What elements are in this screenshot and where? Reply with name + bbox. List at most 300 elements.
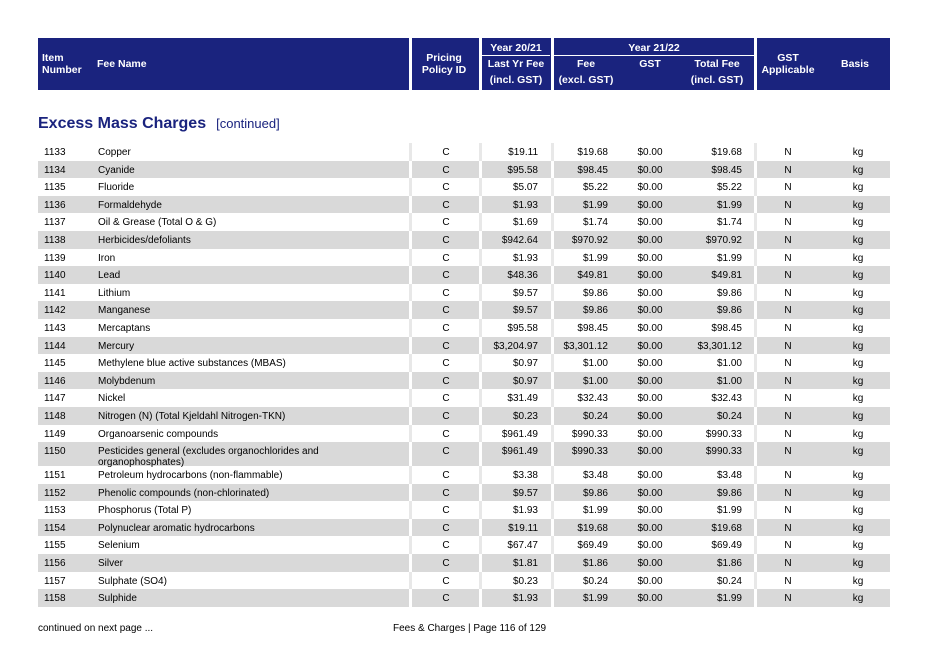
last-yr-fee-cell: $67.47 xyxy=(507,540,538,552)
column-separator xyxy=(754,372,757,390)
pricing-policy-cell: C xyxy=(442,522,450,534)
pricing-policy-cell: C xyxy=(442,305,450,317)
pricing-policy-cell: C xyxy=(442,252,450,264)
column-separator xyxy=(479,266,482,284)
column-separator xyxy=(409,589,412,607)
fee-cell: $32.43 xyxy=(577,393,608,405)
table-row xyxy=(38,501,890,519)
gst-cell: $0.00 xyxy=(637,287,663,299)
fee-cell: $1.86 xyxy=(582,558,608,570)
last-yr-fee-cell: $1.93 xyxy=(512,505,538,517)
last-yr-fee-cell: $5.07 xyxy=(512,182,538,194)
basis-cell: kg xyxy=(852,252,864,264)
column-separator xyxy=(479,196,482,214)
column-separator xyxy=(479,372,482,390)
basis-cell: kg xyxy=(852,393,864,405)
basis-cell: kg xyxy=(852,375,864,387)
total-fee-cell: $990.33 xyxy=(705,446,742,458)
gst-cell: $0.00 xyxy=(637,358,663,370)
column-separator xyxy=(409,372,412,390)
header-last-yr-fee: Last Yr Fee xyxy=(487,58,545,70)
item-number-cell: 1151 xyxy=(44,470,66,482)
total-fee-cell: $990.33 xyxy=(705,428,742,440)
fee-cell: $1.99 xyxy=(582,505,608,517)
last-yr-fee-cell: $9.57 xyxy=(512,487,538,499)
gst-applicable-cell: N xyxy=(784,505,792,517)
fee-name-cell: Organoarsenic compounds xyxy=(98,428,219,440)
gst-applicable-cell: N xyxy=(784,287,792,299)
fee-name-cell: Nickel xyxy=(98,393,126,405)
basis-cell: kg xyxy=(852,234,864,246)
column-separator xyxy=(551,178,554,196)
total-fee-cell: $9.86 xyxy=(716,305,742,317)
basis-cell: kg xyxy=(852,593,864,605)
fee-name-cell: Oil & Grease (Total O & G) xyxy=(98,217,217,229)
column-separator xyxy=(479,354,482,372)
basis-cell: kg xyxy=(852,164,864,176)
column-separator xyxy=(754,249,757,267)
fee-name-cell: Selenium xyxy=(98,540,140,552)
column-separator xyxy=(551,484,554,502)
gst-cell: $0.00 xyxy=(637,593,663,605)
pricing-policy-cell: C xyxy=(442,575,450,587)
column-separator xyxy=(409,231,412,249)
total-fee-cell: $3,301.12 xyxy=(697,340,742,352)
column-separator xyxy=(409,354,412,372)
table-row xyxy=(38,484,890,502)
fee-cell: $5.22 xyxy=(582,182,608,194)
item-number-cell: 1142 xyxy=(44,305,66,317)
total-fee-cell: $49.81 xyxy=(711,270,742,282)
gst-applicable-cell: N xyxy=(784,182,792,194)
total-fee-cell: $9.86 xyxy=(716,487,742,499)
gst-cell: $0.00 xyxy=(637,393,663,405)
column-separator xyxy=(551,407,554,425)
item-number-cell: 1139 xyxy=(44,252,66,264)
column-separator xyxy=(479,536,482,554)
last-yr-fee-cell: $95.58 xyxy=(507,322,538,334)
column-separator xyxy=(754,519,757,537)
pricing-policy-cell: C xyxy=(442,164,450,176)
table-row xyxy=(38,519,890,537)
fee-name-cell: Lead xyxy=(98,270,121,282)
header-total-fee: Total Fee xyxy=(694,58,740,70)
basis-cell: kg xyxy=(852,270,864,282)
table-row xyxy=(38,161,890,179)
column-separator xyxy=(409,178,412,196)
last-yr-fee-cell: $0.97 xyxy=(512,358,538,370)
section-title xyxy=(38,115,280,133)
column-separator xyxy=(479,319,482,337)
fee-cell: $9.86 xyxy=(582,287,608,299)
total-fee-cell: $1.99 xyxy=(716,199,742,211)
gst-applicable-cell: N xyxy=(784,322,792,334)
column-separator xyxy=(409,501,412,519)
total-fee-cell: $1.86 xyxy=(716,558,742,570)
gst-cell: $0.00 xyxy=(637,522,663,534)
pricing-policy-cell: C xyxy=(442,234,450,246)
header-gst: GST xyxy=(639,58,661,70)
column-separator xyxy=(551,301,554,319)
table-row xyxy=(38,249,890,267)
total-fee-cell: $19.68 xyxy=(711,522,742,534)
gst-cell: $0.00 xyxy=(637,340,663,352)
last-yr-fee-cell: $9.57 xyxy=(512,305,538,317)
last-yr-fee-cell: $19.11 xyxy=(508,522,538,534)
last-yr-fee-cell: $31.49 xyxy=(507,393,538,405)
gst-cell: $0.00 xyxy=(637,322,663,334)
basis-cell: kg xyxy=(852,358,864,370)
column-separator xyxy=(754,178,757,196)
item-number-cell: 1149 xyxy=(44,428,66,440)
pricing-policy-cell: C xyxy=(442,287,450,299)
gst-applicable-cell: N xyxy=(784,270,792,282)
item-number-cell: 1147 xyxy=(44,393,66,405)
gst-applicable-cell: N xyxy=(784,164,792,176)
column-separator xyxy=(479,572,482,590)
item-number-cell: 1141 xyxy=(44,287,66,299)
item-number-cell: 1137 xyxy=(44,217,66,229)
table-row xyxy=(38,178,890,196)
table-row xyxy=(38,425,890,443)
gst-applicable-cell: N xyxy=(784,234,792,246)
table-row xyxy=(38,213,890,231)
column-separator xyxy=(754,301,757,319)
header-incl-gst: (incl. GST) xyxy=(690,74,744,86)
column-separator xyxy=(754,501,757,519)
basis-cell: kg xyxy=(852,522,864,534)
column-separator xyxy=(479,484,482,502)
pricing-policy-cell: C xyxy=(442,446,450,458)
table-row xyxy=(38,407,890,425)
column-separator xyxy=(551,519,554,537)
table-row xyxy=(38,466,890,484)
fee-name-cell: Phosphorus (Total P) xyxy=(98,505,192,517)
column-separator xyxy=(754,319,757,337)
column-separator xyxy=(479,161,482,179)
gst-applicable-cell: N xyxy=(784,522,792,534)
column-separator xyxy=(409,484,412,502)
section-title-text: Excess Mass Charges xyxy=(38,115,207,132)
gst-applicable-cell: N xyxy=(784,393,792,405)
last-yr-fee-cell: $1.69 xyxy=(512,217,538,229)
fee-cell: $19.68 xyxy=(577,522,608,534)
gst-cell: $0.00 xyxy=(637,199,663,211)
column-separator xyxy=(551,425,554,443)
column-separator xyxy=(551,337,554,355)
header-pricing-policy: Pricing Policy ID xyxy=(421,52,467,76)
last-yr-fee-cell: $961.49 xyxy=(501,446,538,458)
gst-applicable-cell: N xyxy=(784,340,792,352)
total-fee-cell: $3.48 xyxy=(716,470,742,482)
basis-cell: kg xyxy=(852,217,864,229)
pricing-policy-cell: C xyxy=(442,393,450,405)
column-separator xyxy=(754,231,757,249)
gst-cell: $0.00 xyxy=(637,270,663,282)
gst-applicable-cell: N xyxy=(784,446,792,458)
column-separator xyxy=(551,231,554,249)
column-separator xyxy=(409,301,412,319)
gst-cell: $0.00 xyxy=(637,182,663,194)
gst-applicable-cell: N xyxy=(784,428,792,440)
column-separator xyxy=(479,178,482,196)
fee-name-cell: Molybdenum xyxy=(98,375,156,387)
total-fee-cell: $32.43 xyxy=(711,393,742,405)
gst-cell: $0.00 xyxy=(637,575,663,587)
basis-cell: kg xyxy=(852,487,864,499)
column-separator xyxy=(551,501,554,519)
column-separator xyxy=(479,519,482,537)
basis-cell: kg xyxy=(852,182,864,194)
fee-name-cell: Herbicides/defoliants xyxy=(98,234,191,246)
column-separator xyxy=(754,407,757,425)
column-separator xyxy=(409,425,412,443)
column-separator xyxy=(551,196,554,214)
fee-name-cell: Polynuclear aromatic hydrocarbons xyxy=(98,522,255,534)
column-separator xyxy=(409,554,412,572)
header-year-prev: Year 20/21 xyxy=(490,42,542,54)
total-fee-cell: $5.22 xyxy=(716,182,742,194)
total-fee-cell: $1.00 xyxy=(716,358,742,370)
gst-applicable-cell: N xyxy=(784,217,792,229)
column-separator xyxy=(551,572,554,590)
gst-applicable-cell: N xyxy=(784,252,792,264)
basis-cell: kg xyxy=(852,322,864,334)
item-number-cell: 1153 xyxy=(44,505,66,517)
item-number-cell: 1152 xyxy=(44,487,66,499)
column-separator xyxy=(479,425,482,443)
pricing-policy-cell: C xyxy=(442,340,450,352)
fee-cell: $9.86 xyxy=(582,305,608,317)
column-separator xyxy=(551,536,554,554)
column-separator xyxy=(754,554,757,572)
total-fee-cell: $1.74 xyxy=(716,217,742,229)
pricing-policy-cell: C xyxy=(442,322,450,334)
basis-cell: kg xyxy=(852,558,864,570)
last-yr-fee-cell: $1.93 xyxy=(512,199,538,211)
table-row xyxy=(38,231,890,249)
pricing-policy-cell: C xyxy=(442,540,450,552)
column-separator xyxy=(754,143,757,161)
total-fee-cell: $69.49 xyxy=(711,540,742,552)
column-separator xyxy=(479,589,482,607)
fee-name-cell: Sulphate (SO4) xyxy=(98,575,167,587)
gst-cell: $0.00 xyxy=(637,428,663,440)
item-number-cell: 1154 xyxy=(44,522,66,534)
gst-applicable-cell: N xyxy=(784,540,792,552)
item-number-cell: 1135 xyxy=(44,182,66,194)
column-separator xyxy=(551,213,554,231)
column-separator xyxy=(551,389,554,407)
total-fee-cell: $19.68 xyxy=(711,147,742,158)
header-basis: Basis xyxy=(840,58,870,70)
gst-cell: $0.00 xyxy=(637,217,663,229)
table-row xyxy=(38,442,890,469)
item-number-cell: 1136 xyxy=(44,199,66,211)
gst-cell: $0.00 xyxy=(637,164,663,176)
column-separator xyxy=(551,319,554,337)
basis-cell: kg xyxy=(852,199,864,211)
table-header xyxy=(38,38,890,90)
basis-cell: kg xyxy=(852,428,864,440)
pricing-policy-cell: C xyxy=(442,505,450,517)
column-separator xyxy=(551,554,554,572)
fee-cell: $970.92 xyxy=(571,234,608,246)
gst-cell: $0.00 xyxy=(637,487,663,499)
column-separator xyxy=(551,249,554,267)
fee-name-cell: Iron xyxy=(98,252,116,264)
fee-name-cell: Fluoride xyxy=(98,182,135,194)
column-separator xyxy=(754,425,757,443)
item-number-cell: 1157 xyxy=(44,575,66,587)
column-separator xyxy=(479,554,482,572)
column-separator xyxy=(409,284,412,302)
last-yr-fee-cell: $942.64 xyxy=(501,234,538,246)
fee-cell: $49.81 xyxy=(577,270,608,282)
column-separator xyxy=(409,249,412,267)
column-separator xyxy=(409,319,412,337)
header-incl-gst: (incl. GST) xyxy=(489,74,543,86)
column-separator xyxy=(551,466,554,484)
fee-cell: $19.68 xyxy=(577,147,608,158)
gst-cell: $0.00 xyxy=(637,147,663,158)
item-number-cell: 1156 xyxy=(44,558,66,570)
column-separator xyxy=(754,161,757,179)
fee-name-cell: Lithium xyxy=(98,287,131,299)
table-row xyxy=(38,196,890,214)
basis-cell: kg xyxy=(852,305,864,317)
column-separator xyxy=(409,337,412,355)
pricing-policy-cell: C xyxy=(442,593,450,605)
column-separator xyxy=(551,284,554,302)
gst-cell: $0.00 xyxy=(637,505,663,517)
column-separator xyxy=(479,442,482,466)
basis-cell: kg xyxy=(852,287,864,299)
fee-name-cell: Pesticides general (excludes organochlorides and organophosphates) xyxy=(98,446,319,469)
column-separator xyxy=(754,466,757,484)
last-yr-fee-cell: $19.11 xyxy=(508,147,538,158)
footer-page-number: Fees & Charges | Page 116 of 129 xyxy=(393,623,547,634)
pricing-policy-cell: C xyxy=(442,217,450,229)
column-separator xyxy=(479,501,482,519)
total-fee-cell: $98.45 xyxy=(711,164,742,176)
last-yr-fee-cell: $48.36 xyxy=(507,270,538,282)
column-separator xyxy=(409,407,412,425)
fee-cell: $3.48 xyxy=(582,470,608,482)
fee-cell: $1.00 xyxy=(582,375,608,387)
basis-cell: kg xyxy=(852,410,864,422)
last-yr-fee-cell: $0.23 xyxy=(512,410,538,422)
column-separator xyxy=(754,196,757,214)
total-fee-cell: $970.92 xyxy=(705,234,742,246)
gst-applicable-cell: N xyxy=(784,470,792,482)
table-row xyxy=(38,536,890,554)
fee-name-cell: Nitrogen (N) (Total Kjeldahl Nitrogen-TKN) xyxy=(98,410,286,422)
item-number-cell: 1146 xyxy=(44,375,66,387)
gst-applicable-cell: N xyxy=(784,199,792,211)
table-row xyxy=(38,589,890,607)
column-separator xyxy=(754,536,757,554)
header-underline xyxy=(554,55,754,56)
table-row xyxy=(38,337,890,355)
pricing-policy-cell: C xyxy=(442,428,450,440)
fee-name-cell: Methylene blue active substances (MBAS) xyxy=(98,358,286,370)
fee-name-cell: Sulphide xyxy=(98,593,137,605)
fee-cell: $3,301.12 xyxy=(563,340,608,352)
item-number-cell: 1143 xyxy=(44,322,66,334)
table-row xyxy=(38,572,890,590)
pricing-policy-cell: C xyxy=(442,470,450,482)
pricing-policy-cell: C xyxy=(442,270,450,282)
last-yr-fee-cell: $1.81 xyxy=(512,558,538,570)
column-separator xyxy=(479,466,482,484)
column-separator xyxy=(479,407,482,425)
pricing-policy-cell: C xyxy=(442,147,450,158)
gst-cell: $0.00 xyxy=(637,540,663,552)
last-yr-fee-cell: $9.57 xyxy=(512,287,538,299)
item-number-cell: 1148 xyxy=(44,410,66,422)
item-number-cell: 1150 xyxy=(44,446,66,458)
pricing-policy-cell: C xyxy=(442,182,450,194)
fee-cell: $1.99 xyxy=(582,199,608,211)
section-continued: [continued] xyxy=(216,116,280,131)
last-yr-fee-cell: $3.38 xyxy=(512,470,538,482)
total-fee-cell: $1.99 xyxy=(716,505,742,517)
gst-cell: $0.00 xyxy=(637,410,663,422)
last-yr-fee-cell: $0.23 xyxy=(512,575,538,587)
last-yr-fee-cell: $3,204.97 xyxy=(493,340,538,352)
column-separator xyxy=(551,143,554,161)
basis-cell: kg xyxy=(852,147,864,158)
table-row xyxy=(38,143,890,161)
gst-applicable-cell: N xyxy=(784,147,792,158)
pricing-policy-cell: C xyxy=(442,410,450,422)
column-separator xyxy=(479,389,482,407)
item-number-cell: 1145 xyxy=(44,358,66,370)
header-fee: Fee xyxy=(576,58,596,70)
column-separator xyxy=(551,354,554,372)
table-row xyxy=(38,319,890,337)
column-separator xyxy=(479,213,482,231)
gst-cell: $0.00 xyxy=(637,375,663,387)
item-number-cell: 1133 xyxy=(44,147,66,158)
column-separator xyxy=(754,484,757,502)
fee-name-cell: Copper xyxy=(98,147,131,158)
gst-cell: $0.00 xyxy=(637,252,663,264)
last-yr-fee-cell: $961.49 xyxy=(501,428,538,440)
column-separator xyxy=(551,372,554,390)
basis-cell: kg xyxy=(852,446,864,458)
column-separator xyxy=(754,284,757,302)
pricing-policy-cell: C xyxy=(442,487,450,499)
header-item-number: Item Number xyxy=(42,52,82,76)
gst-applicable-cell: N xyxy=(784,375,792,387)
gst-cell: $0.00 xyxy=(637,446,663,458)
column-separator xyxy=(551,442,554,466)
gst-applicable-cell: N xyxy=(784,410,792,422)
item-number-cell: 1144 xyxy=(44,340,66,352)
column-separator xyxy=(409,389,412,407)
header-fee-name: Fee Name xyxy=(97,58,147,70)
total-fee-cell: $1.99 xyxy=(716,593,742,605)
item-number-cell: 1155 xyxy=(44,540,66,552)
fee-name-cell: Mercury xyxy=(98,340,135,352)
column-separator xyxy=(551,589,554,607)
table-row xyxy=(38,554,890,572)
header-year-curr: Year 21/22 xyxy=(628,42,680,54)
item-number-cell: 1134 xyxy=(44,164,66,176)
fee-cell: $1.74 xyxy=(582,217,608,229)
